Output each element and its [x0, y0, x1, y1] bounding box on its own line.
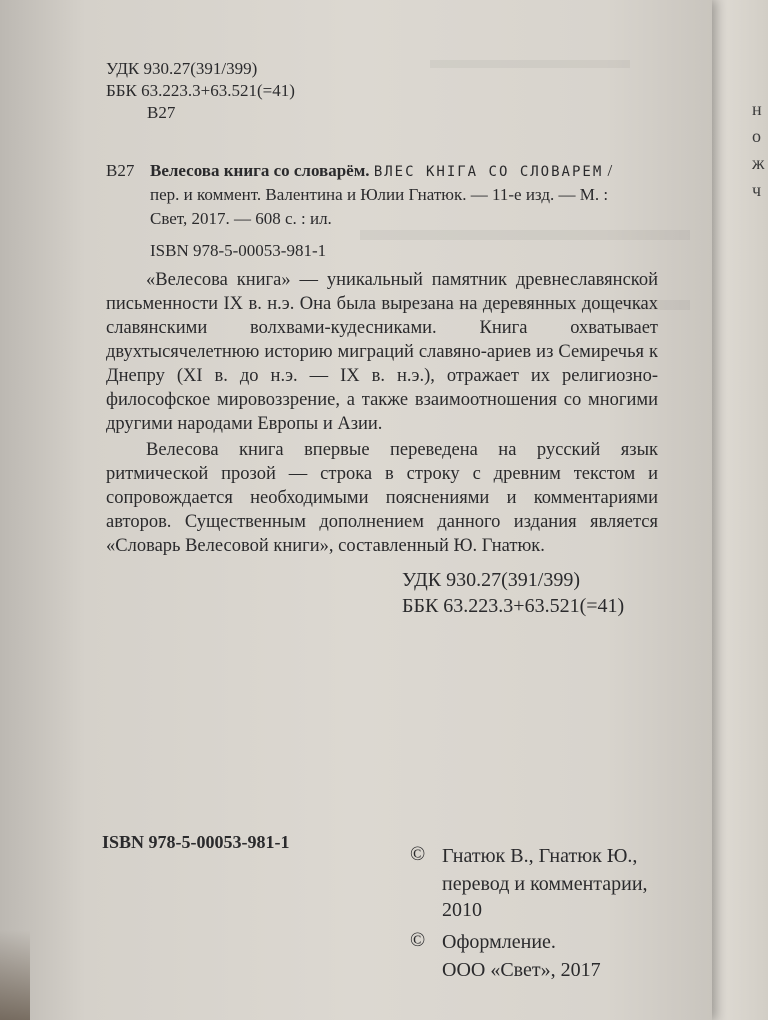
copyright-year: 2010: [442, 899, 482, 921]
annotation-paragraph-2: Велесова книга впервые переведена на русский язык ритмической прозой — строка в строку с древним текстом и сопровождается необходимыми пояснениями и комментариями авторов. Существенным дополнением данного издания является «Словарь Велесовой книги», составленный Ю. Гнатюк.: [106, 440, 658, 556]
bbk-bottom: ББК 63.223.3+63.521(=41): [402, 595, 625, 617]
copyright-translation: перевод и комментарии,: [442, 873, 648, 895]
copyright-symbol: ©: [410, 929, 426, 951]
isbn-bottom: ISBN 978-5-00053-981-1: [102, 832, 290, 852]
neighbor-glyph: ж: [752, 153, 765, 173]
design-credit: Оформление.: [442, 931, 556, 953]
citation-line2: пер. и коммент. Валентина и Юлии Гнатюк. — 11-е изд. — М. :: [150, 185, 609, 204]
copyright-symbol: ©: [410, 843, 426, 865]
title-bold: Велесова книга со словарём.: [150, 161, 370, 180]
finger-shadow: [0, 930, 30, 1020]
neighbor-glyph: ч: [752, 180, 762, 200]
udk-bottom: УДК 930.27(391/399): [402, 569, 580, 591]
copyright-authors: Гнатюк В., Гнатюк Ю.,: [442, 845, 638, 867]
neighbor-glyph: о: [752, 126, 761, 146]
bbk-code: ББК 63.223.3+63.521(=41): [106, 81, 295, 100]
citation-code: В27: [106, 161, 135, 180]
publisher-credit: ООО «Свет», 2017: [442, 959, 601, 981]
bleed-through-shape: [430, 60, 630, 118]
udk-code: УДК 930.27(391/399): [106, 59, 258, 78]
title-runic: ВЛЕС КНІГА СО СЛОВАРЕМ: [373, 164, 604, 180]
isbn-top: ISBN 978-5-00053-981-1: [150, 241, 327, 260]
neighbor-glyph: н: [752, 99, 762, 119]
annotation-paragraph-1: «Велесова книга» — уникальный памятник древнеславянской письменности IX в. н.э. Она была вырезана на деревянных дощечках славянскими волхвами-кудесниками. Книга охватывает двухтысячелетнюю историю миграций славяно-ариев из Семиречья к Днепру (XI в. до н.э. — IX в. н.э.), отражает их религиозно-философское мировоззрение, а также взаимоотношения со многими другими народами Европы и Азии.: [106, 270, 658, 434]
citation-line3: Свет, 2017. — 608 с. : ил.: [150, 209, 332, 228]
author-mark: В27: [147, 103, 176, 122]
neighbor-page-text: [752, 96, 764, 204]
citation-title: [150, 160, 612, 183]
title-slash: /: [607, 161, 613, 180]
